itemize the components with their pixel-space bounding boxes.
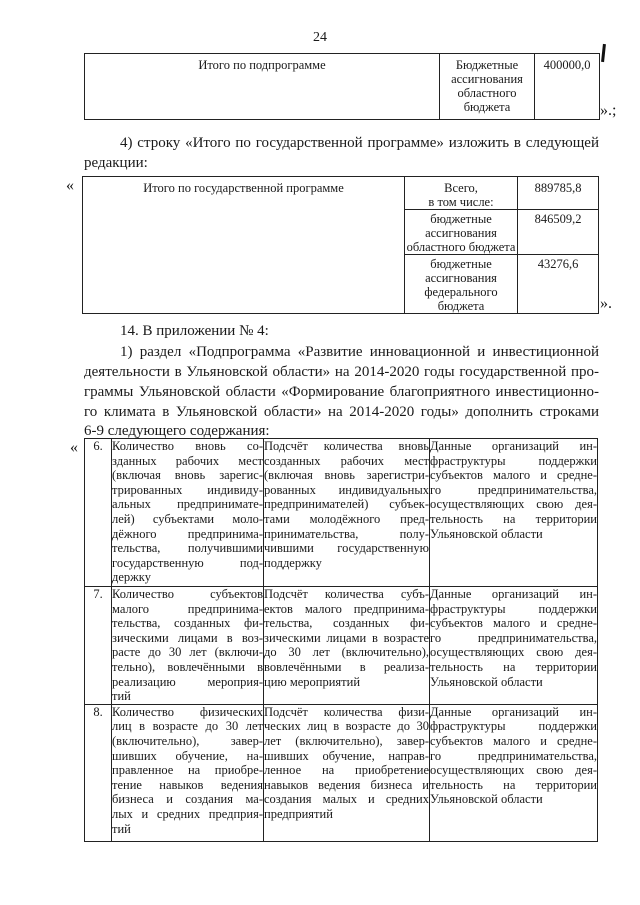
cell-line: Ульяновской области xyxy=(430,792,543,807)
cell-line: тельства, созданных фи- xyxy=(112,616,263,631)
opening-quote: « xyxy=(70,439,78,456)
regional-budget-amount: 846509,2 xyxy=(518,210,599,255)
source-line: бюджетные xyxy=(430,212,492,226)
source-line: ассигнования xyxy=(451,72,523,86)
cell-line: го предпринимательства, xyxy=(430,630,597,645)
calculation-method-cell xyxy=(264,587,430,705)
subprogram-total-amount: 400000,0 xyxy=(535,54,600,120)
cell-line: зданных рабочих мест xyxy=(112,453,263,468)
cell-line: (включительно), завер- xyxy=(112,733,263,748)
cell-line: фраструктуры поддержки xyxy=(430,719,597,734)
section14-line: го климата в Ульяновской области» на 2014-2020 годы» дополнить строками xyxy=(84,404,599,420)
source-line: областного xyxy=(457,86,517,100)
source-line: бюджета xyxy=(463,100,511,114)
source-line: бюджетные xyxy=(430,257,492,271)
cell-line: альных предпринимате- xyxy=(112,497,263,512)
section14-line: граммы Ульяновской области «Формирование благоприятного инвестиционно- xyxy=(84,384,599,400)
cell-line: предпринимателей) субъек- xyxy=(264,497,429,512)
cell-line: осуществляющих свою дея- xyxy=(430,763,597,778)
cell-line: субъектов малого и средне- xyxy=(430,468,597,483)
source-line: федерального xyxy=(424,285,498,299)
closing-quote: ».; xyxy=(600,102,617,119)
cell-line: Данные организаций ин- xyxy=(430,704,597,719)
section14-heading: 14. В приложении № 4: xyxy=(120,323,269,339)
subprogram-total-label: Итого по подпрограмме xyxy=(85,54,440,120)
cell-line: осуществляющих свою дея- xyxy=(430,645,597,660)
program-total-label: Итого по государственной программе xyxy=(83,177,405,314)
table-row xyxy=(85,439,598,587)
subprogram-total-table xyxy=(84,53,600,120)
cell-line: го предпринимательства, xyxy=(430,482,597,497)
cell-line: Данные организаций ин- xyxy=(430,587,597,601)
calculation-method-cell xyxy=(264,704,430,841)
cell-line: Количество физических xyxy=(112,704,263,719)
cell-line: субъектов малого и средне- xyxy=(430,733,597,748)
cell-line: создания малых и средних xyxy=(264,792,429,807)
cell-line: лей) субъектами моло- xyxy=(112,511,263,526)
source-line: ассигнования xyxy=(425,226,497,240)
cell-line: созданных рабочих мест xyxy=(264,453,429,468)
cell-line: трированных индивиду- xyxy=(112,482,263,497)
cell-line: бизнеса и создания ма- xyxy=(112,792,263,807)
cell-line: держку xyxy=(112,570,151,585)
cell-line: ческих лиц в возрасте до 30 xyxy=(264,719,429,734)
cell-line: дёжного предпринима- xyxy=(112,526,263,541)
cell-line: осуществляющих свою дея- xyxy=(430,497,597,512)
cell-line: Количество вновь со- xyxy=(112,439,263,453)
cell-line: тельность на территории xyxy=(430,659,597,674)
indicator-name-cell xyxy=(112,704,264,841)
cell-line: лиц в возрасте до 30 лет xyxy=(112,719,263,734)
indicators-table xyxy=(84,438,598,842)
cell-line: фраструктуры поддержки xyxy=(430,601,597,616)
indicator-name-cell xyxy=(112,439,264,587)
program-total-table xyxy=(82,176,599,314)
cell-line: тий xyxy=(112,821,131,836)
cell-line: поддержку xyxy=(264,555,322,570)
section14-line: 1) раздел «Подпрограмма «Развитие инновационной и инвестиционной xyxy=(120,344,599,360)
row-number: 7. xyxy=(85,587,112,705)
cell-line: принимательства, полу- xyxy=(264,526,429,541)
opening-quote: « xyxy=(66,177,74,194)
data-source-cell xyxy=(430,704,598,841)
row-number: 8. xyxy=(85,704,112,841)
source-line: ассигнования xyxy=(425,271,497,285)
cell-line: до 30 лет (включительно), xyxy=(264,645,429,660)
indicator-name-cell xyxy=(112,587,264,705)
cell-line: тельства, получившими xyxy=(112,541,263,556)
cell-line: (включая вновь зарегис- xyxy=(112,468,263,483)
cell-line: цию мероприятий xyxy=(264,674,361,689)
cell-line: тельность на территории xyxy=(430,511,597,526)
cell-line: шивших обучение, направ- xyxy=(264,748,429,763)
cell-line: ектов малого предпринима- xyxy=(264,601,429,616)
cell-line: правленное на приобре- xyxy=(112,763,263,778)
row-number: 6. xyxy=(85,439,112,587)
cell-line: Количество субъектов xyxy=(112,587,263,601)
cell-line: вовлечёнными в реализа- xyxy=(264,659,429,674)
cell-line: Данные организаций ин- xyxy=(430,439,597,453)
cell-line: тами молодёжного пред- xyxy=(264,511,429,526)
source-line: Всего, xyxy=(444,181,478,195)
cell-line: зическими лицами в возрасте xyxy=(264,630,429,645)
source-line: областного бюджета xyxy=(406,240,516,254)
cell-line: расте до 30 лет (включи- xyxy=(112,645,263,660)
cell-line: предприятий xyxy=(264,806,333,821)
source-line: бюджета xyxy=(437,299,485,313)
cell-line: государственную под- xyxy=(112,555,263,570)
cell-line: малого предпринима- xyxy=(112,601,263,616)
cell-line: реализацию мероприя- xyxy=(112,674,263,689)
section14-line: деятельности в Ульяновской области» на 2014-2020 годы государственной про- xyxy=(84,364,599,380)
item4-line2: редакции: xyxy=(84,155,148,171)
cell-line: тельность на территории xyxy=(430,777,597,792)
cell-line: рованных индивидуальных xyxy=(264,482,429,497)
cell-line: лых и средних предприя- xyxy=(112,806,263,821)
regional-budget-source xyxy=(405,210,518,255)
program-total-amount: 889785,8 xyxy=(518,177,599,210)
cell-line: (включая вновь зарегистри- xyxy=(264,468,429,483)
cell-line: лет (включительно), завер- xyxy=(264,733,429,748)
federal-budget-source xyxy=(405,255,518,314)
cell-line: навыков ведения бизнеса и xyxy=(264,777,429,792)
program-total-source xyxy=(405,177,518,210)
cell-line: фраструктуры поддержки xyxy=(430,453,597,468)
cell-line: тельства, созданных фи- xyxy=(264,616,429,631)
calculation-method-cell xyxy=(264,439,430,587)
source-line: Бюджетные xyxy=(455,58,519,72)
margin-pen-mark xyxy=(601,44,606,62)
closing-quote: ». xyxy=(600,295,612,312)
cell-line: го предпринимательства, xyxy=(430,748,597,763)
source-line: в том числе: xyxy=(428,195,494,209)
cell-line: тельно), вовлечёнными в xyxy=(112,659,263,674)
cell-line: чившими государственную xyxy=(264,541,429,556)
cell-line: тение навыков ведения xyxy=(112,777,263,792)
cell-line: Подсчёт количества субъ- xyxy=(264,587,429,601)
cell-line: тий xyxy=(112,689,131,704)
page-number: 24 xyxy=(313,30,327,45)
federal-budget-amount: 43276,6 xyxy=(518,255,599,314)
table-row xyxy=(85,704,598,841)
cell-line: Ульяновской области xyxy=(430,674,543,689)
cell-line: зическими лицами в воз- xyxy=(112,630,263,645)
section14-line: 6-9 следующего содержания: xyxy=(84,423,270,439)
cell-line: Подсчёт количества физи- xyxy=(264,704,429,719)
cell-line: ленное на приобретение xyxy=(264,763,429,778)
item4-line1: 4) строку «Итого по государственной программе» изложить в следующей xyxy=(120,135,599,151)
cell-line: шивших обучение, на- xyxy=(112,748,263,763)
cell-line: Ульяновской области xyxy=(430,526,543,541)
data-source-cell xyxy=(430,587,598,705)
table-row xyxy=(85,587,598,705)
subprogram-total-source xyxy=(440,54,535,120)
data-source-cell xyxy=(430,439,598,587)
cell-line: субъектов малого и средне- xyxy=(430,616,597,631)
cell-line: Подсчёт количества вновь xyxy=(264,439,429,453)
